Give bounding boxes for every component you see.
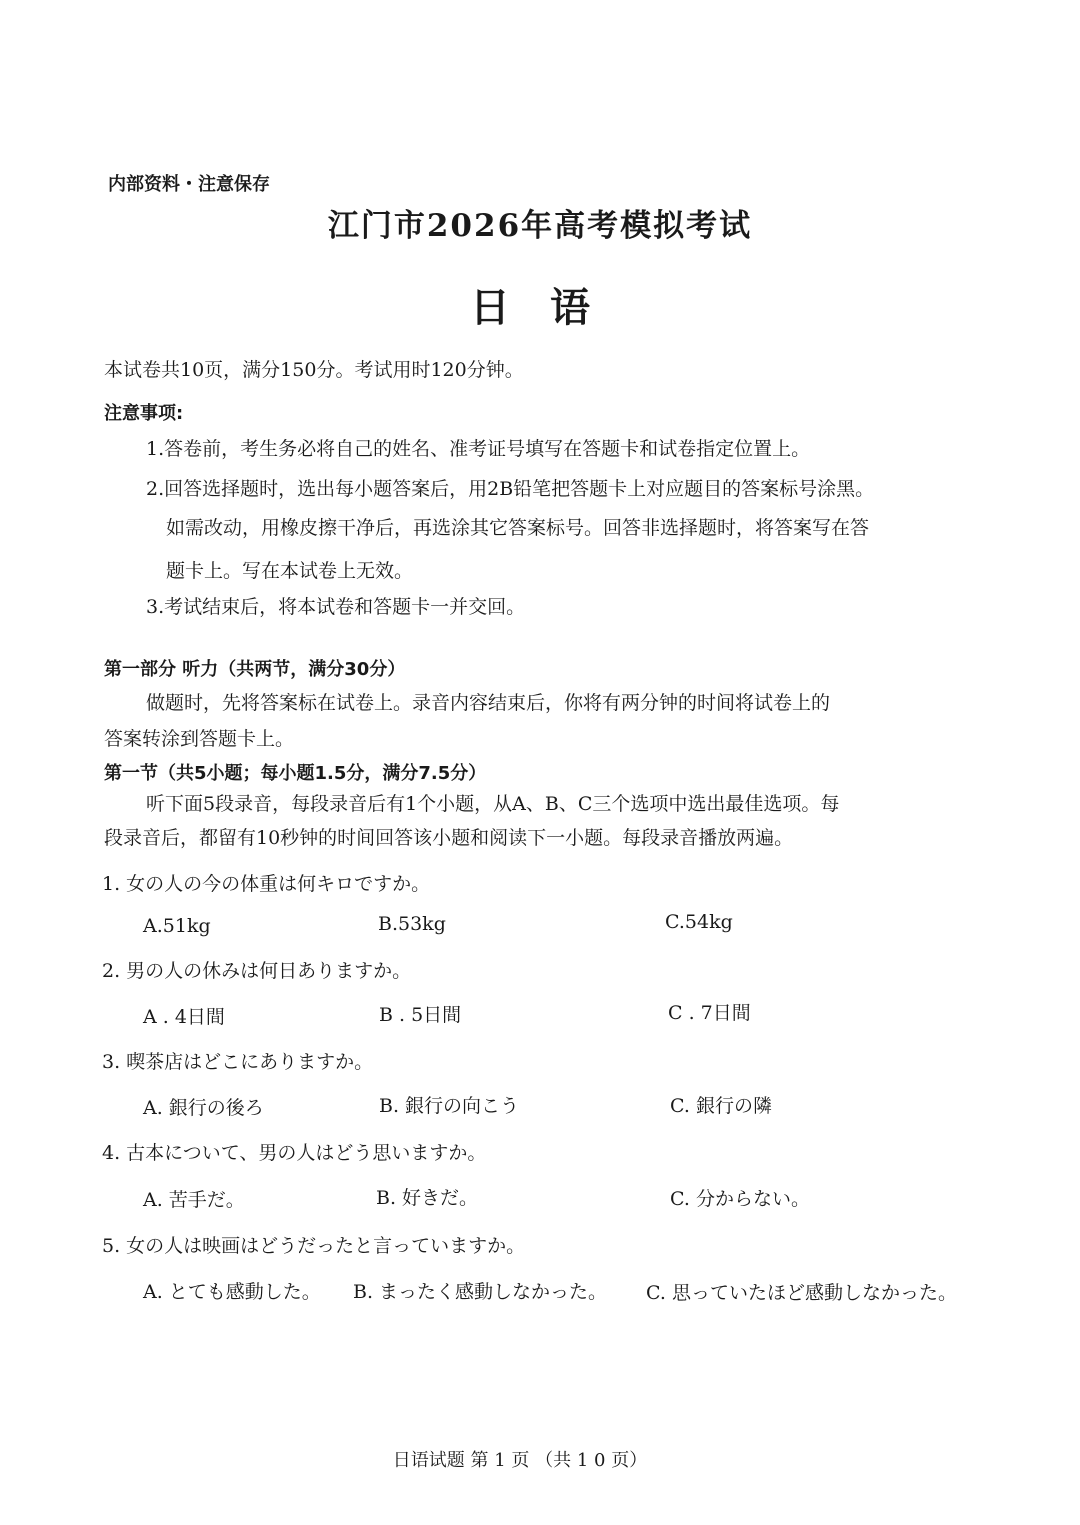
note-item: 2.回答选择题时，选出每小题答案后，用2B铅笔把答题卡上对应题目的答案标号涂黑。 [146, 478, 875, 500]
question-2: 2. 男の人の休みは何日ありますか。 [102, 960, 412, 982]
note-item: 题卡上。写在本试卷上无效。 [166, 560, 414, 582]
q3-option-a: A. 銀行の後ろ [143, 1097, 264, 1119]
note-item: 1.答卷前，考生务必将自己的姓名、准考证号填写在答题卡和试卷指定位置上。 [146, 438, 811, 460]
q4-option-b: B. 好きだ。 [376, 1187, 479, 1209]
q2-option-b: B . 5日間 [379, 1004, 462, 1026]
subject-title: 日 语 [470, 285, 590, 331]
confidential-label: 内部资料・注意保存 [108, 174, 270, 195]
exam-title: 江门市2026年高考模拟考试 [327, 208, 753, 244]
q5-option-c: C. 思っていたほど感動しなかった。 [646, 1282, 957, 1304]
q1-option-a: A.51kg [143, 915, 211, 937]
question-1: 1. 女の人の今の体重は何キロですか。 [102, 873, 431, 895]
section1-instruction: 听下面5段录音，每段录音后有1个小题，从A、B、C三个选项中选出最佳选项。每 [146, 793, 840, 815]
question-5: 5. 女の人は映画はどうだったと言っていますか。 [102, 1235, 526, 1257]
notes-heading: 注意事项: [104, 403, 184, 424]
q3-option-b: B. 銀行の向こう [379, 1095, 520, 1117]
q4-option-a: A. 苦手だ。 [143, 1189, 245, 1211]
section1-heading: 第一节（共5小题；每小题1.5分，满分7.5分） [104, 763, 487, 784]
q2-option-c: C . 7日間 [668, 1002, 751, 1024]
question-4: 4. 古本について、男の人はどう思いますか。 [102, 1142, 487, 1164]
q5-option-a: A. とても感動した。 [143, 1281, 321, 1303]
q2-option-a: A . 4日間 [143, 1006, 225, 1028]
q4-option-c: C. 分からない。 [670, 1188, 810, 1210]
part1-heading: 第一部分 听力（共两节，满分30分） [104, 659, 406, 680]
exam-intro: 本试卷共10页，满分150分。考试用时120分钟。 [104, 359, 524, 381]
q3-option-c: C. 銀行の隣 [670, 1095, 772, 1117]
note-item: 如需改动，用橡皮擦干净后，再选涂其它答案标号。回答非选择题时，将答案写在答 [166, 517, 870, 539]
section1-instruction: 段录音后，都留有10秒钟的时间回答该小题和阅读下一小题。每段录音播放两遍。 [104, 827, 794, 849]
q5-option-b: B. まったく感動しなかった。 [353, 1281, 608, 1303]
question-3: 3. 喫茶店はどこにありますか。 [102, 1051, 374, 1073]
part1-instruction: 答案转涂到答题卡上。 [104, 728, 295, 750]
page-footer: 日语试题 第 1 页 （共 1 0 页） [392, 1450, 648, 1471]
q1-option-b: B.53kg [378, 913, 446, 935]
part1-instruction: 做题时，先将答案标在试卷上。录音内容结束后，你将有两分钟的时间将试卷上的 [146, 692, 831, 714]
q1-option-c: C.54kg [665, 911, 733, 933]
note-item: 3.考试结束后，将本试卷和答题卡一并交回。 [146, 596, 526, 618]
